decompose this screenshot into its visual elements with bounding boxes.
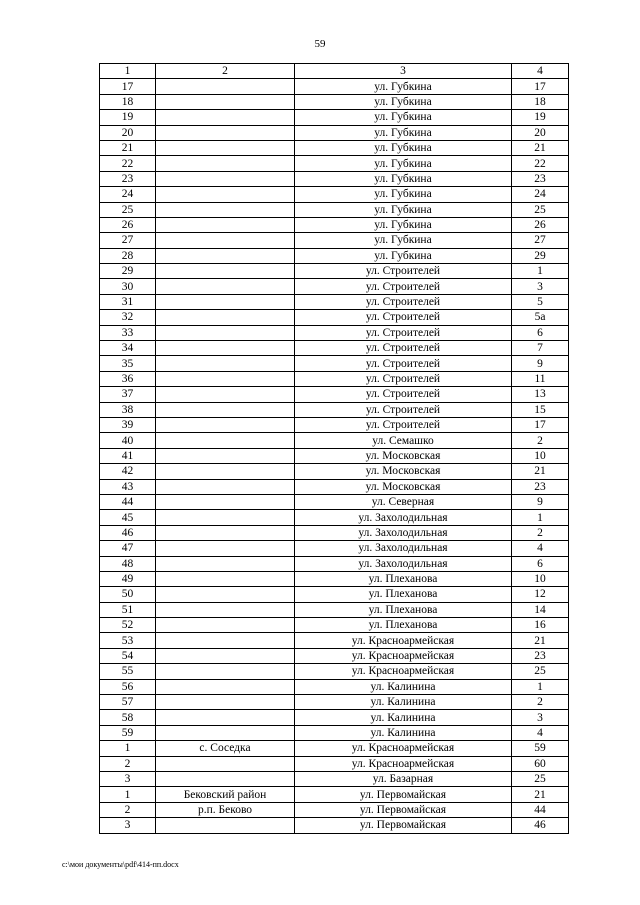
table-cell: 3 bbox=[512, 279, 569, 294]
table-cell: 29 bbox=[100, 264, 156, 279]
table-cell: ул. Первомайская bbox=[295, 818, 512, 833]
table-cell: 16 bbox=[512, 618, 569, 633]
table-cell bbox=[156, 371, 295, 386]
table-cell: ул. Губкина bbox=[295, 94, 512, 109]
table-cell bbox=[156, 479, 295, 494]
table-cell: 4 bbox=[512, 725, 569, 740]
table-row bbox=[100, 725, 569, 740]
table-cell: 17 bbox=[512, 417, 569, 432]
table-row bbox=[100, 587, 569, 602]
table-cell bbox=[156, 202, 295, 217]
table-cell: 59 bbox=[100, 725, 156, 740]
table-cell: ул. Строителей bbox=[295, 387, 512, 402]
table-cell: 6 bbox=[512, 556, 569, 571]
table-cell: 55 bbox=[100, 664, 156, 679]
table-cell bbox=[156, 556, 295, 571]
table-cell: ул. Плеханова bbox=[295, 571, 512, 586]
table-cell: 17 bbox=[512, 79, 569, 94]
table-cell: ул. Губкина bbox=[295, 187, 512, 202]
table-row bbox=[100, 787, 569, 802]
table-cell: 58 bbox=[100, 710, 156, 725]
table-cell: 54 bbox=[100, 648, 156, 663]
table-cell: 17 bbox=[100, 79, 156, 94]
table-row bbox=[100, 171, 569, 186]
table-cell: 9 bbox=[512, 356, 569, 371]
table-row bbox=[100, 294, 569, 309]
table-cell: ул. Захолодильная bbox=[295, 541, 512, 556]
table-cell bbox=[156, 525, 295, 540]
table-cell: 44 bbox=[100, 494, 156, 509]
table-cell bbox=[156, 679, 295, 694]
table-row bbox=[100, 140, 569, 155]
table-cell: ул. Плеханова bbox=[295, 618, 512, 633]
table-cell: 49 bbox=[100, 571, 156, 586]
table-row bbox=[100, 556, 569, 571]
table-cell bbox=[156, 725, 295, 740]
table-cell: 7 bbox=[512, 341, 569, 356]
table-cell: 60 bbox=[512, 756, 569, 771]
table-cell: ул. Калинина bbox=[295, 725, 512, 740]
table-row bbox=[100, 510, 569, 525]
table-cell bbox=[156, 695, 295, 710]
table-cell bbox=[156, 541, 295, 556]
table-cell bbox=[156, 110, 295, 125]
table-cell: 1 bbox=[512, 679, 569, 694]
table-row bbox=[100, 771, 569, 786]
table-cell: 33 bbox=[100, 325, 156, 340]
table-cell: 26 bbox=[100, 217, 156, 232]
table-cell: 20 bbox=[100, 125, 156, 140]
table-cell bbox=[156, 448, 295, 463]
table-cell: 32 bbox=[100, 310, 156, 325]
table-cell: 22 bbox=[100, 156, 156, 171]
table-cell bbox=[156, 602, 295, 617]
table-cell: 44 bbox=[512, 802, 569, 817]
table-cell: ул. Губкина bbox=[295, 233, 512, 248]
table-cell: 39 bbox=[100, 417, 156, 432]
table-cell: 18 bbox=[100, 94, 156, 109]
table-cell: 59 bbox=[512, 741, 569, 756]
table-row bbox=[100, 802, 569, 817]
table-row bbox=[100, 633, 569, 648]
table-cell bbox=[156, 710, 295, 725]
table-row bbox=[100, 464, 569, 479]
table-row bbox=[100, 264, 569, 279]
table-cell bbox=[156, 341, 295, 356]
table-cell: 3 bbox=[100, 771, 156, 786]
table-row bbox=[100, 94, 569, 109]
table-row bbox=[100, 187, 569, 202]
table-cell: 28 bbox=[100, 248, 156, 263]
table-cell: 27 bbox=[100, 233, 156, 248]
table-cell: 30 bbox=[100, 279, 156, 294]
table-cell: ул. Захолодильная bbox=[295, 510, 512, 525]
table-cell: 9 bbox=[512, 494, 569, 509]
table-body bbox=[100, 79, 569, 833]
file-path-footer: c:\мои документы\pdf\414-пп.docx bbox=[62, 860, 179, 869]
table-cell bbox=[156, 818, 295, 833]
table-cell: 56 bbox=[100, 679, 156, 694]
table-cell: 23 bbox=[512, 648, 569, 663]
table-cell: 19 bbox=[100, 110, 156, 125]
header-col-2: 2 bbox=[156, 64, 295, 79]
table-cell: 5а bbox=[512, 310, 569, 325]
table-cell: ул. Калинина bbox=[295, 679, 512, 694]
table-cell: 45 bbox=[100, 510, 156, 525]
table-cell: 22 bbox=[512, 156, 569, 171]
table-row bbox=[100, 433, 569, 448]
table-cell: 42 bbox=[100, 464, 156, 479]
table-cell bbox=[156, 125, 295, 140]
table-cell: 2 bbox=[512, 525, 569, 540]
table-cell: 21 bbox=[512, 140, 569, 155]
table-cell bbox=[156, 140, 295, 155]
table-cell: ул. Северная bbox=[295, 494, 512, 509]
table-cell: 20 bbox=[512, 125, 569, 140]
table-cell bbox=[156, 618, 295, 633]
table-row bbox=[100, 356, 569, 371]
table-cell: ул. Строителей bbox=[295, 402, 512, 417]
table-row bbox=[100, 494, 569, 509]
table-cell bbox=[156, 494, 295, 509]
table-row bbox=[100, 541, 569, 556]
table-cell: 10 bbox=[512, 448, 569, 463]
table-row bbox=[100, 741, 569, 756]
table-row bbox=[100, 371, 569, 386]
table-cell: ул. Захолодильная bbox=[295, 556, 512, 571]
table-cell bbox=[156, 171, 295, 186]
table-cell: 12 bbox=[512, 587, 569, 602]
table-cell: ул. Семашко bbox=[295, 433, 512, 448]
table-cell: 52 bbox=[100, 618, 156, 633]
table-cell: 46 bbox=[100, 525, 156, 540]
table-cell: 35 bbox=[100, 356, 156, 371]
table-cell: ул. Красноармейская bbox=[295, 664, 512, 679]
table-row bbox=[100, 679, 569, 694]
table-cell bbox=[156, 310, 295, 325]
table-row bbox=[100, 217, 569, 232]
table-cell: 46 bbox=[512, 818, 569, 833]
table-cell bbox=[156, 233, 295, 248]
table-cell: ул. Строителей bbox=[295, 264, 512, 279]
table-cell: 1 bbox=[512, 264, 569, 279]
table-cell: 14 bbox=[512, 602, 569, 617]
table-cell: 36 bbox=[100, 371, 156, 386]
table-cell: 25 bbox=[100, 202, 156, 217]
table-cell: ул. Строителей bbox=[295, 294, 512, 309]
table-row bbox=[100, 156, 569, 171]
table-cell bbox=[156, 325, 295, 340]
table-cell: ул. Губкина bbox=[295, 202, 512, 217]
table-cell: 23 bbox=[100, 171, 156, 186]
table-row bbox=[100, 525, 569, 540]
table-cell: 43 bbox=[100, 479, 156, 494]
table-row bbox=[100, 818, 569, 833]
table-cell bbox=[156, 771, 295, 786]
table-cell: 24 bbox=[100, 187, 156, 202]
table-cell: ул. Московская bbox=[295, 464, 512, 479]
table-cell: ул. Губкина bbox=[295, 171, 512, 186]
table-cell: 1 bbox=[512, 510, 569, 525]
table-cell: ул. Калинина bbox=[295, 710, 512, 725]
header-col-3: 3 bbox=[295, 64, 512, 79]
table-cell bbox=[156, 464, 295, 479]
table-cell bbox=[156, 402, 295, 417]
table-cell: 53 bbox=[100, 633, 156, 648]
table-cell: ул. Московская bbox=[295, 479, 512, 494]
table-row bbox=[100, 695, 569, 710]
table-cell: 2 bbox=[512, 695, 569, 710]
table-row bbox=[100, 710, 569, 725]
table-cell: 6 bbox=[512, 325, 569, 340]
table-row bbox=[100, 571, 569, 586]
table-cell: ул. Губкина bbox=[295, 140, 512, 155]
table-cell bbox=[156, 633, 295, 648]
table-row bbox=[100, 79, 569, 94]
table-cell: ул. Губкина bbox=[295, 217, 512, 232]
table-cell: ул. Захолодильная bbox=[295, 525, 512, 540]
table-row bbox=[100, 341, 569, 356]
table-cell: Бековский район bbox=[156, 787, 295, 802]
table-cell: 48 bbox=[100, 556, 156, 571]
table-cell: 25 bbox=[512, 664, 569, 679]
table-cell: ул. Первомайская bbox=[295, 802, 512, 817]
table-cell: 2 bbox=[512, 433, 569, 448]
table-cell: 23 bbox=[512, 479, 569, 494]
table-cell: 37 bbox=[100, 387, 156, 402]
table-cell: ул. Красноармейская bbox=[295, 741, 512, 756]
table-cell: 2 bbox=[100, 802, 156, 817]
header-col-1: 1 bbox=[100, 64, 156, 79]
table-cell: 19 bbox=[512, 110, 569, 125]
table-cell: ул. Строителей bbox=[295, 417, 512, 432]
table-cell: ул. Строителей bbox=[295, 341, 512, 356]
table-cell bbox=[156, 587, 295, 602]
table-cell: 29 bbox=[512, 248, 569, 263]
table-cell bbox=[156, 433, 295, 448]
table-cell: ул. Губкина bbox=[295, 110, 512, 125]
table-cell: 24 bbox=[512, 187, 569, 202]
table-cell: 25 bbox=[512, 202, 569, 217]
table-cell: ул. Губкина bbox=[295, 248, 512, 263]
table-cell bbox=[156, 387, 295, 402]
table-row bbox=[100, 387, 569, 402]
table-cell: ул. Калинина bbox=[295, 695, 512, 710]
table-row bbox=[100, 448, 569, 463]
table-cell: 21 bbox=[512, 464, 569, 479]
table-row bbox=[100, 402, 569, 417]
table-header-row bbox=[100, 64, 569, 79]
table-cell: 13 bbox=[512, 387, 569, 402]
table-row bbox=[100, 310, 569, 325]
address-table bbox=[99, 63, 569, 834]
table-cell bbox=[156, 79, 295, 94]
table-cell: 23 bbox=[512, 171, 569, 186]
table-row bbox=[100, 664, 569, 679]
table-cell: 50 bbox=[100, 587, 156, 602]
table-cell: 27 bbox=[512, 233, 569, 248]
table-row bbox=[100, 417, 569, 432]
table-row bbox=[100, 202, 569, 217]
table-row bbox=[100, 479, 569, 494]
table-cell: 51 bbox=[100, 602, 156, 617]
table-cell bbox=[156, 156, 295, 171]
table-cell: ул. Московская bbox=[295, 448, 512, 463]
table-cell bbox=[156, 417, 295, 432]
table-cell: ул. Красноармейская bbox=[295, 633, 512, 648]
table-cell bbox=[156, 648, 295, 663]
table-cell: ул. Первомайская bbox=[295, 787, 512, 802]
table-cell bbox=[156, 756, 295, 771]
table-cell: 10 bbox=[512, 571, 569, 586]
table-cell: 26 bbox=[512, 217, 569, 232]
table-cell bbox=[156, 510, 295, 525]
table-cell: с. Соседка bbox=[156, 741, 295, 756]
table-cell: 15 bbox=[512, 402, 569, 417]
table-cell bbox=[156, 94, 295, 109]
table-cell: ул. Красноармейская bbox=[295, 756, 512, 771]
table-cell bbox=[156, 217, 295, 232]
header-col-4: 4 bbox=[512, 64, 569, 79]
table-row bbox=[100, 125, 569, 140]
table-cell: ул. Базарная bbox=[295, 771, 512, 786]
table-cell: 25 bbox=[512, 771, 569, 786]
table-cell: ул. Губкина bbox=[295, 156, 512, 171]
table-row bbox=[100, 233, 569, 248]
table-cell: 3 bbox=[100, 818, 156, 833]
table-cell: 40 bbox=[100, 433, 156, 448]
table-row bbox=[100, 602, 569, 617]
table-row bbox=[100, 618, 569, 633]
table-row bbox=[100, 248, 569, 263]
table-cell bbox=[156, 279, 295, 294]
table-cell: 21 bbox=[100, 140, 156, 155]
table-cell bbox=[156, 294, 295, 309]
table-cell bbox=[156, 664, 295, 679]
table-cell: 47 bbox=[100, 541, 156, 556]
table-cell: 57 bbox=[100, 695, 156, 710]
table-cell: ул. Строителей bbox=[295, 310, 512, 325]
table-cell bbox=[156, 571, 295, 586]
table-cell: 1 bbox=[100, 787, 156, 802]
table-cell: ул. Строителей bbox=[295, 325, 512, 340]
table-row bbox=[100, 756, 569, 771]
table-cell: 3 bbox=[512, 710, 569, 725]
table-row bbox=[100, 325, 569, 340]
table-cell: ул. Губкина bbox=[295, 125, 512, 140]
table-cell: 18 bbox=[512, 94, 569, 109]
table-cell: 34 bbox=[100, 341, 156, 356]
table-cell: 11 bbox=[512, 371, 569, 386]
table-row bbox=[100, 110, 569, 125]
table-row bbox=[100, 648, 569, 663]
table-cell: 4 bbox=[512, 541, 569, 556]
table-cell: ул. Губкина bbox=[295, 79, 512, 94]
table-row bbox=[100, 279, 569, 294]
table-cell: 38 bbox=[100, 402, 156, 417]
table-cell bbox=[156, 356, 295, 371]
page-number: 59 bbox=[314, 38, 326, 50]
table-cell: ул. Строителей bbox=[295, 279, 512, 294]
table-cell: 41 bbox=[100, 448, 156, 463]
table-cell: 31 bbox=[100, 294, 156, 309]
table-cell: 2 bbox=[100, 756, 156, 771]
table-cell: ул. Плеханова bbox=[295, 587, 512, 602]
table-cell bbox=[156, 187, 295, 202]
table-cell: р.п. Беково bbox=[156, 802, 295, 817]
table-cell: 5 bbox=[512, 294, 569, 309]
table-cell bbox=[156, 264, 295, 279]
table-cell: 21 bbox=[512, 633, 569, 648]
table-cell: ул. Строителей bbox=[295, 371, 512, 386]
table-cell bbox=[156, 248, 295, 263]
table-cell: ул. Строителей bbox=[295, 356, 512, 371]
table-cell: ул. Красноармейская bbox=[295, 648, 512, 663]
table-cell: ул. Плеханова bbox=[295, 602, 512, 617]
table-cell: 21 bbox=[512, 787, 569, 802]
table-cell: 1 bbox=[100, 741, 156, 756]
